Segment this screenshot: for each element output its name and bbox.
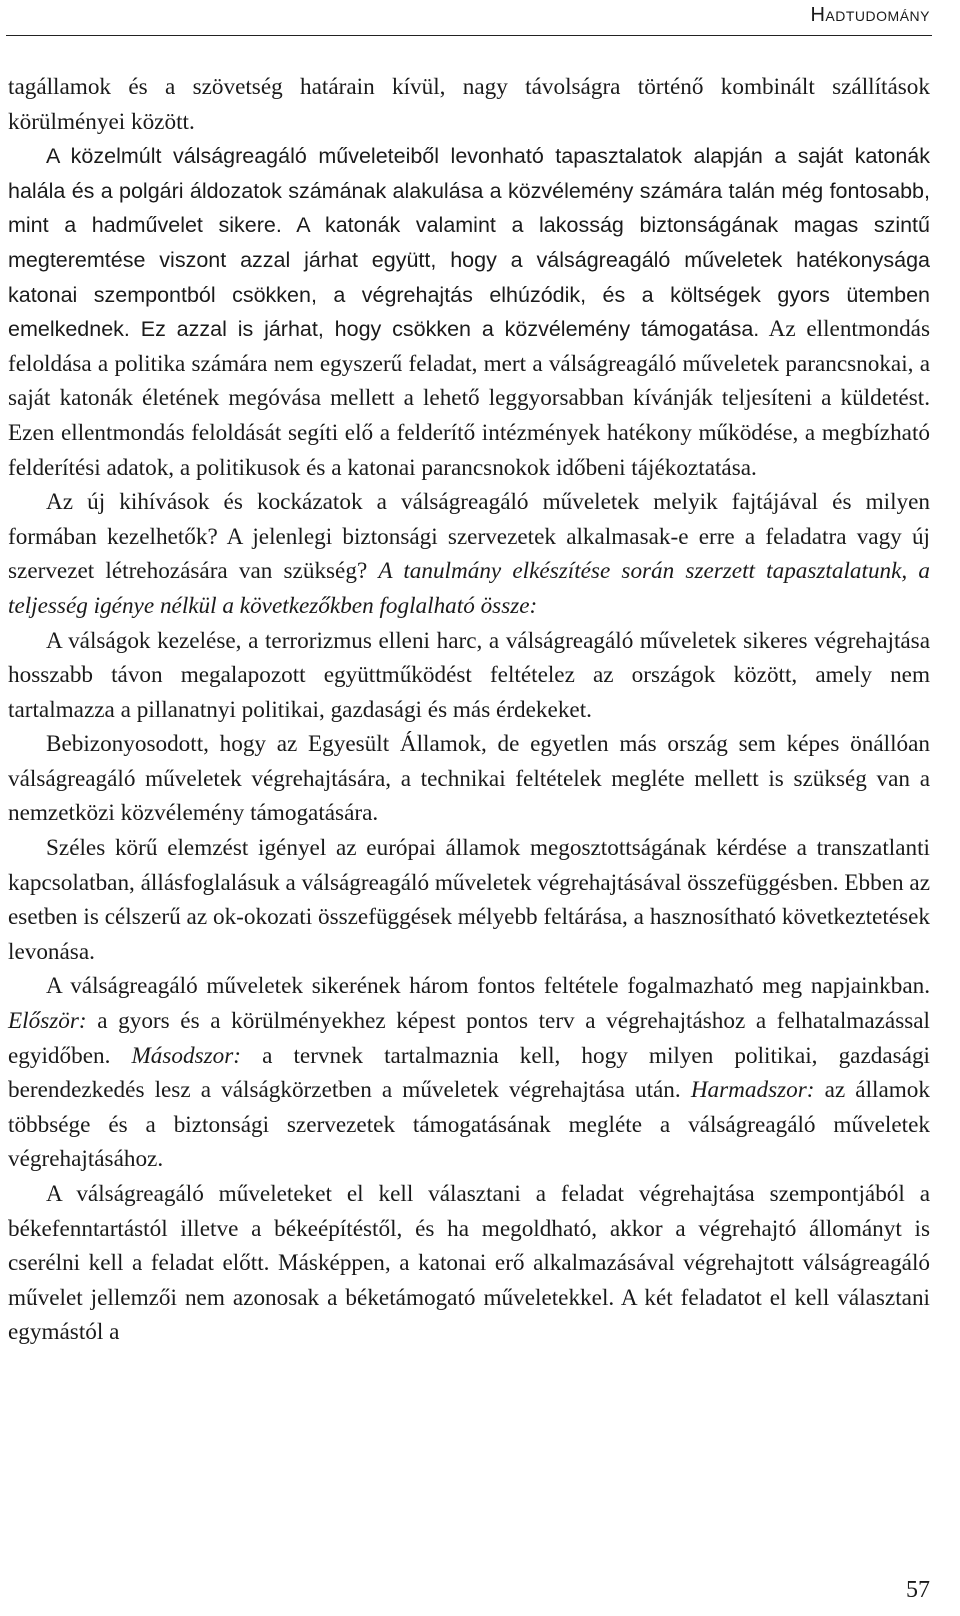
paragraph (8, 969, 930, 1177)
italic-text: A tanulmány elkészítése során szerzett tapasztalatunk, a teljesség igénye nélkül a következőkben foglalható össze: (8, 558, 930, 619)
sans-text: A közelmúlt válságreagáló műveleteiből levonható tapasztalatok alapján a saját katonák halála és a polgári áldozatok számának alakulása a közvélemény számára talán még fontosabb, mint a hadművelet sikere. A katonák valamint a lakosság biztonságának magas szintű megteremtése viszont azzal járhat együtt, hogy a válságreagáló műveletek hatékonysága katonai szempontból csökken, a végrehajtás elhúzódik, és a költségek gyors ütemben emelkednek. Ez azzal is járhat, hogy csökken a közvélemény támogatása. (8, 144, 930, 342)
text-run: a tervnek tartalmaznia kell, hogy milyen politikai, gazdasági berendezkedés lesz a válságkörzetben a műveletek végrehajtása után. (8, 1042, 930, 1104)
page-number: 57 (906, 1577, 930, 1603)
italic-text: Először: (8, 1008, 87, 1035)
running-header: Hadtudomány (810, 4, 930, 26)
text-run: Az új kihívások és kockázatok a válságreagáló műveletek melyik fajtájával és milyen formában kezelhetők? A jelenlegi biztonsági szervezetek alkalmasak-e erre a feladatra vagy új szervezet létrehozására van szükség? (8, 489, 930, 585)
italic-text: Másodszor: (131, 1042, 241, 1069)
text-run: A válságreagáló műveletek sikerének három fontos feltétele fogalmazható meg napjainkban. (46, 973, 930, 1000)
paragraph: A válságok kezelése, a terrorizmus elleni harc, a válságreagáló műveletek sikeres végrehajtása hosszabb távon megalapozott együttműködést feltételez az országok között, amely nem tartalmazza a pillanatnyi politikai, gazdasági és más érdekeket. (8, 627, 930, 723)
paragraph: Széles körű elemzést igényel az európai államok megosztottságának kérdése a transzatlanti kapcsolatban, állásfoglalásuk a válságreagáló műveletek végrehajtásával összefüggésben. Ebben az esetben is célszerű az ok-okozati összefüggések mélyebb feltárása, a hasznosítható következtetések levonása. (8, 835, 930, 965)
paragraph (8, 139, 930, 485)
italic-text: Harmadszor: (690, 1077, 815, 1104)
header-rule (6, 35, 932, 36)
paragraph: tagállamok és a szövetség határain kívül, nagy távolságra történő kombinált szállítások körülményei között. (8, 74, 930, 135)
paragraph: Bebizonyosodott, hogy az Egyesült Államok, de egyetlen más ország sem képes önállóan válságreagáló műveletek végrehajtására, a technikai feltételek megléte mellett is szükség van a nemzetközi közvélemény támogatására. (8, 731, 930, 827)
text-run: az államok többsége és a biztonsági szervezetek támogatásának megléte a válságreagáló műveletek végrehajtásához. (8, 1077, 930, 1173)
paragraph: A válságreagáló műveleteket el kell választani a feladat végrehajtása szempontjából a békefenntartástól illetve a békeépítéstől, és ha megoldható, akkor a végrehajtó állományt is cserélni kell a feladat előtt. Másképpen, a katonai erő alkalmazásával végrehajtott válságreagáló művelet jellemzői nem azonosak a béketámogató műveletekkel. A két feladatot el kell választani egymástól a (8, 1181, 930, 1346)
text-run: a gyors és a körülményekhez képest pontos terv a végrehajtáshoz a felhatalmazással egyidőben. (8, 1008, 930, 1069)
paragraph (8, 485, 930, 623)
text-run: Az ellentmondás feloldása a politika számára nem egyszerű feladat, mert a válságreagáló műveletek parancsnokai, a saját katonák életének megóvása mellett a lehető leggyorsabban kívánják teljesíteni a küldetést. Ezen ellentmondás feloldását segíti elő a felderítő intézmények hatékony működése, a megbízható felderítési adatok, a politikusok és a katonai parancsnokok időbeni tájékoztatása. (8, 316, 930, 481)
body-text (8, 70, 930, 1350)
